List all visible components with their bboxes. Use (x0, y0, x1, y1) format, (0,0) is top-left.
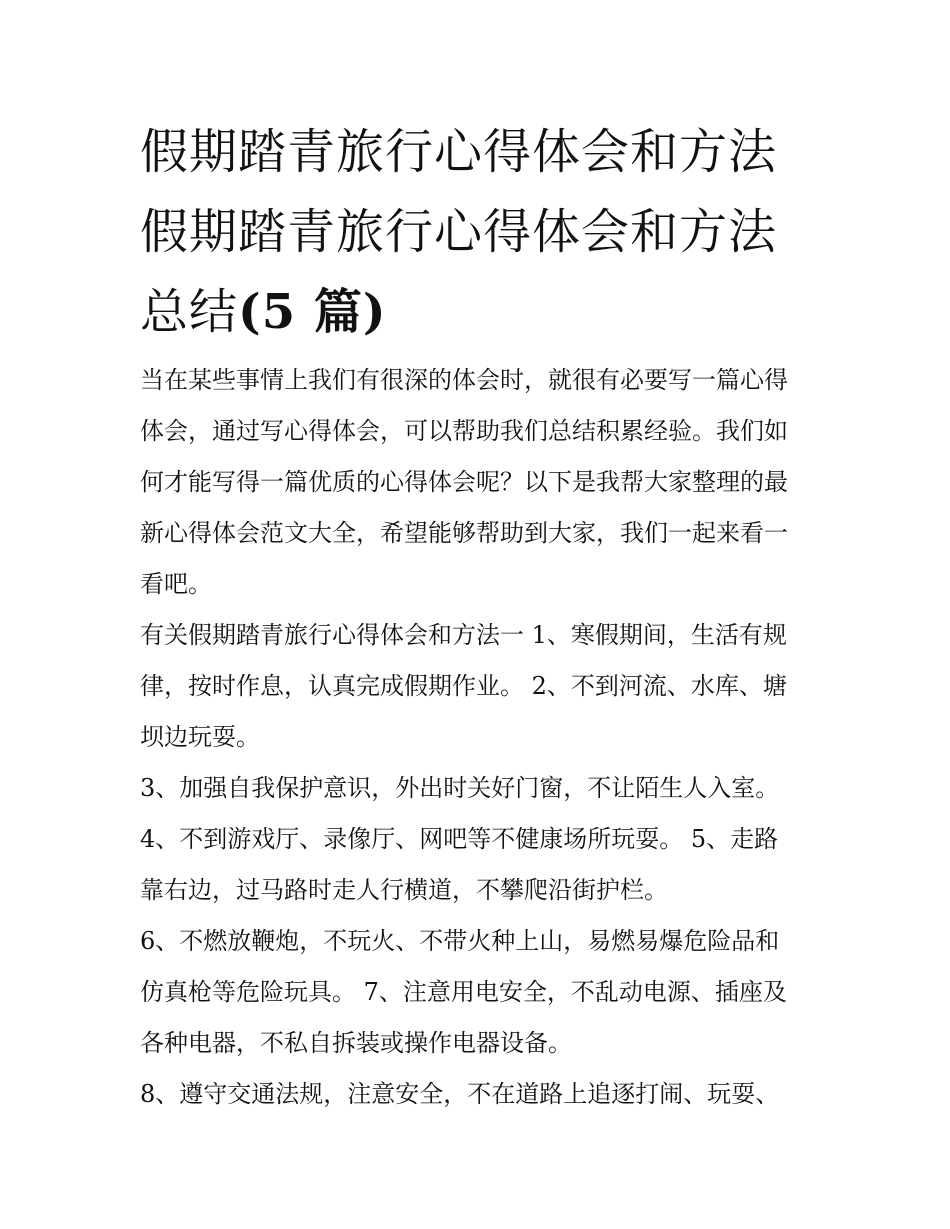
body-paragraph (140, 763, 816, 814)
title-count: (5 篇) (238, 284, 387, 340)
text-line: 律，按时作息，认真完成假期作业。 2、不到河流、水库、塘 (140, 672, 787, 700)
text-line: 4、不到游戏厅、录像厅、网吧等不健康场所玩耍。 5、走路 (140, 825, 779, 853)
intro-paragraph (140, 355, 816, 610)
text-line: 新心得体会范文大全，希望能够帮助到大家，我们一起来看一 (140, 519, 788, 547)
body-paragraph (140, 916, 816, 1069)
text-line: 6、不燃放鞭炮，不玩火、不带火种上山，易燃易爆危险品和 (140, 927, 780, 955)
body-paragraph (140, 610, 816, 763)
text-line: 各种电器，不私自拆装或操作电器设备。 (140, 1029, 572, 1057)
body-paragraph (140, 1069, 816, 1120)
text-line: 有关假期踏青旅行心得体会和方法一 1、寒假期间，生活有规 (140, 621, 787, 649)
document-title (140, 112, 820, 352)
document-body (140, 355, 816, 1120)
text-line: 仿真枪等危险玩具。 7、注意用电安全，不乱动电源、插座及 (140, 978, 787, 1006)
text-line: 当在某些事情上我们有很深的体会时，就很有必要写一篇心得 (140, 366, 788, 394)
title-line: 假期踏青旅行心得体会和方法 (140, 124, 778, 180)
text-line: 3、加强自我保护意识，外出时关好门窗，不让陌生人入室。 (140, 774, 780, 802)
text-line: 看吧。 (140, 570, 212, 598)
text-line: 何才能写得一篇优质的心得体会呢？以下是我帮大家整理的最 (140, 468, 788, 496)
title-text: 总结 (140, 284, 239, 340)
text-line: 体会，通过写心得体会，可以帮助我们总结积累经验。我们如 (140, 417, 788, 445)
title-line (140, 272, 820, 352)
text-line: 靠右边，过马路时走人行横道，不攀爬沿街护栏。 (140, 876, 668, 904)
title-line: 假期踏青旅行心得体会和方法 (140, 204, 778, 260)
text-line: 8、遵守交通法规，注意安全，不在道路上追逐打闹、玩耍、 (140, 1080, 780, 1108)
text-line: 坝边玩耍。 (140, 723, 260, 751)
body-paragraph (140, 814, 816, 916)
